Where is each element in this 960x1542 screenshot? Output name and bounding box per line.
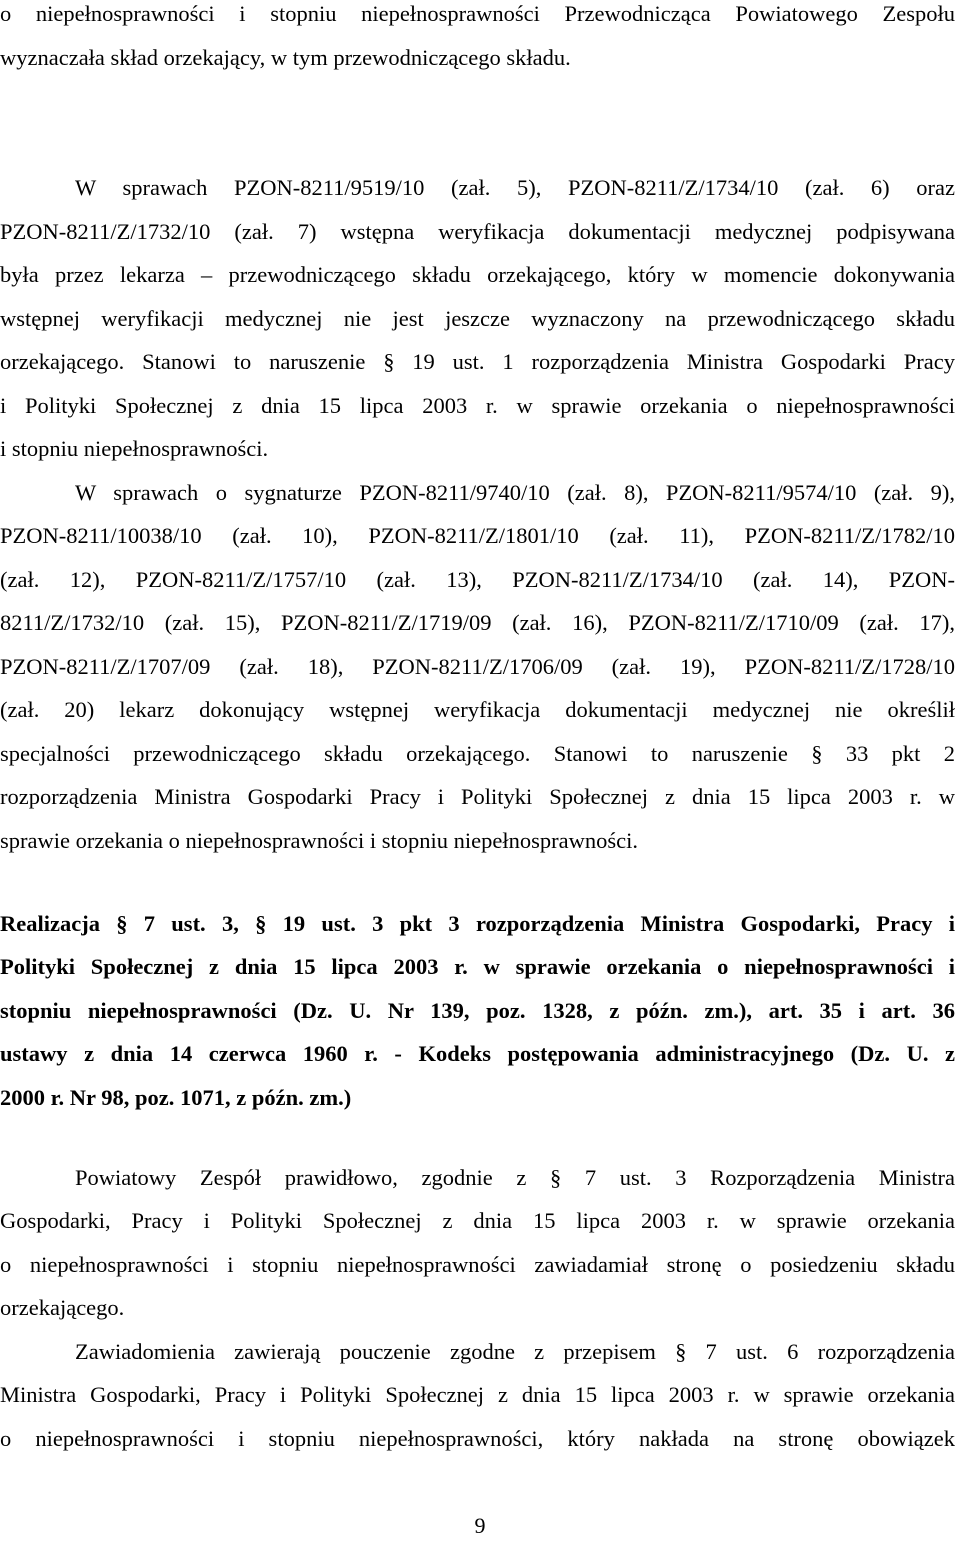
paragraph-line: o niepełnosprawności i stopniu niepełnosprawności zawiadamiał stronę o posiedzeniu składu	[0, 1252, 955, 1277]
paragraph-line: W sprawach o sygnaturze PZON-8211/9740/10 (zał. 8), PZON-8211/9574/10 (zał. 9),	[75, 480, 955, 505]
paragraph-line: rozporządzenia Ministra Gospodarki Pracy i Polityki Społecznej z dnia 15 lipca 2003 r. w	[0, 784, 955, 809]
paragraph-line: była przez lekarza – przewodniczącego składu orzekającego, który w momencie dokonywania	[0, 262, 955, 287]
paragraph-line: Gospodarki, Pracy i Polityki Społecznej z dnia 15 lipca 2003 r. w sprawie orzekania	[0, 1208, 955, 1233]
paragraph-line: specjalności przewodniczącego składu orzekającego. Stanowi to naruszenie § 33 pkt 2	[0, 741, 955, 766]
paragraph-line: orzekającego. Stanowi to naruszenie § 19 ust. 1 rozporządzenia Ministra Gospodarki Pracy	[0, 349, 955, 374]
paragraph-line: 8211/Z/1732/10 (zał. 15), PZON-8211/Z/1719/09 (zał. 16), PZON-8211/Z/1710/09 (zał. 17),	[0, 610, 955, 635]
section-heading-line: Polityki Społecznej z dnia 15 lipca 2003 r. w sprawie orzekania o niepełnosprawności i	[0, 954, 955, 979]
paragraph-line: PZON-8211/Z/1707/09 (zał. 18), PZON-8211/Z/1706/09 (zał. 19), PZON-8211/Z/1728/10	[0, 654, 955, 679]
paragraph-line: sprawie orzekania o niepełnosprawności i stopniu niepełnosprawności.	[0, 828, 638, 853]
section-heading-line: 2000 r. Nr 98, poz. 1071, z późn. zm.)	[0, 1085, 352, 1110]
paragraph-line: Powiatowy Zespół prawidłowo, zgodnie z § 7 ust. 3 Rozporządzenia Ministra	[75, 1165, 955, 1190]
paragraph-line: i stopniu niepełnosprawności.	[0, 436, 269, 461]
paragraph-line: PZON-8211/Z/1732/10 (zał. 7) wstępna weryfikacja dokumentacji medycznej podpisywana	[0, 219, 955, 244]
page-number: 9	[474, 1513, 486, 1538]
paragraph-line: (zał. 12), PZON-8211/Z/1757/10 (zał. 13), PZON-8211/Z/1734/10 (zał. 14), PZON-	[0, 567, 955, 592]
paragraph-line: wstępnej weryfikacji medycznej nie jest jeszcze wyznaczony na przewodniczącego składu	[0, 306, 955, 331]
paragraph-line: o niepełnosprawności i stopniu niepełnosprawności Przewodnicząca Powiatowego Zespołu	[0, 1, 955, 26]
section-heading-line: stopniu niepełnosprawności (Dz. U. Nr 139, poz. 1328, z późn. zm.), art. 35 i art. 36	[0, 998, 955, 1023]
paragraph-line: Ministra Gospodarki, Pracy i Polityki Społecznej z dnia 15 lipca 2003 r. w sprawie orzekania	[0, 1382, 955, 1407]
paragraph-line: wyznaczała skład orzekający, w tym przewodniczącego składu.	[0, 45, 571, 70]
paragraph-line: PZON-8211/10038/10 (zał. 10), PZON-8211/Z/1801/10 (zał. 11), PZON-8211/Z/1782/10	[0, 523, 955, 548]
paragraph-line: Zawiadomienia zawierają pouczenie zgodne z przepisem § 7 ust. 6 rozporządzenia	[75, 1339, 955, 1364]
paragraph-line: i Polityki Społecznej z dnia 15 lipca 2003 r. w sprawie orzekania o niepełnosprawności	[0, 393, 955, 418]
paragraph-line: orzekającego.	[0, 1295, 125, 1320]
paragraph-line: o niepełnosprawności i stopniu niepełnosprawności, który nakłada na stronę obowiązek	[0, 1426, 955, 1451]
section-heading-line: Realizacja § 7 ust. 3, § 19 ust. 3 pkt 3 rozporządzenia Ministra Gospodarki, Pracy i	[0, 911, 955, 936]
section-heading-line: ustawy z dnia 14 czerwca 1960 r. - Kodeks postępowania administracyjnego (Dz. U. z	[0, 1041, 955, 1066]
paragraph-line: W sprawach PZON-8211/9519/10 (zał. 5), PZON-8211/Z/1734/10 (zał. 6) oraz	[75, 175, 955, 200]
paragraph-line: (zał. 20) lekarz dokonujący wstępnej weryfikacja dokumentacji medycznej nie określił	[0, 697, 955, 722]
